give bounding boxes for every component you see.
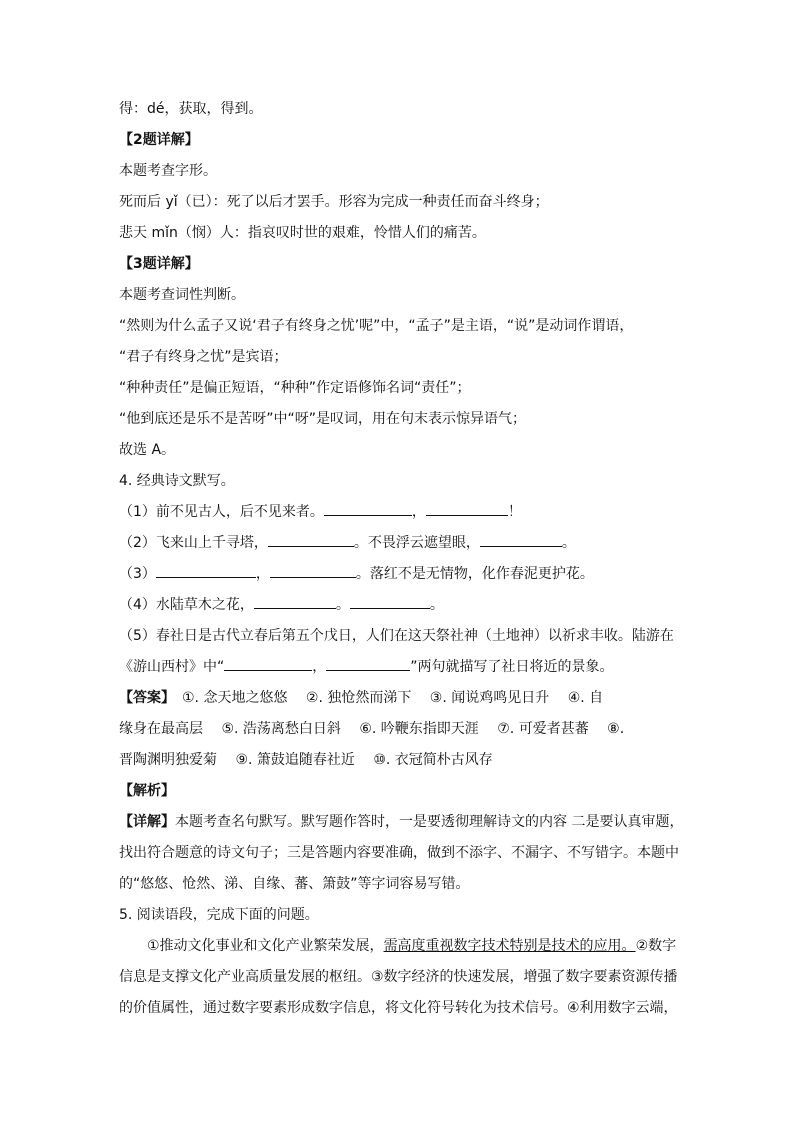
item-text: （4）水陆草木之花，	[119, 597, 254, 613]
question-item-5-cont	[119, 652, 677, 683]
item-text: ，	[312, 659, 327, 675]
text-line: “君子有终身之忧”是宾语；	[119, 349, 288, 365]
fill-blank[interactable]	[426, 499, 508, 516]
text-line: “然则为什么孟子又说‘君子有终身之忧’呢”中，“孟子”是主语，“说”是动词作谓语，	[119, 318, 634, 334]
fill-blank[interactable]	[480, 530, 562, 547]
item-text: 。不畏浮云遮望眼，	[353, 535, 480, 551]
item-text: （3）	[119, 566, 156, 582]
answer-line-3: 晋陶渊明独爱菊 ⑨. 箫鼓追随春社近 ⑩. 衣冠简朴古风存	[119, 752, 493, 768]
question-item-5: （5）春社日是古代立春后第五个戊日，人们在这天祭社神（土地神）以祈求丰收。陆游在	[119, 628, 674, 644]
analysis-line-1	[119, 807, 684, 838]
fill-blank[interactable]	[270, 561, 356, 578]
text-line: “他到底还是乐不是苦呀”中“呀”是叹词，用在句末表示惊异语气；	[119, 411, 527, 427]
fill-blank[interactable]	[326, 654, 410, 671]
fill-blank[interactable]	[324, 499, 412, 516]
fill-blank[interactable]	[156, 561, 256, 578]
question-item-2	[119, 528, 677, 559]
passage-line-1	[119, 931, 677, 962]
fill-blank[interactable]	[268, 530, 354, 547]
item-text: ，	[411, 504, 426, 520]
item-text: ”两句就描写了社日将近的景象。	[410, 659, 614, 675]
section-heading: 【3题详解】	[119, 256, 199, 272]
item-text: 。	[561, 535, 576, 551]
item-text: ，	[255, 566, 270, 582]
item-text: 。	[429, 597, 444, 613]
section-heading: 【2题详解】	[119, 132, 199, 148]
text-line: “种种责任”是偏正短语，“种种”作定语修饰名词“责任”；	[119, 380, 471, 396]
text-line: 故选 A。	[119, 442, 176, 458]
answer-text: ①. 念天地之悠悠 ②. 独怆然而涕下 ③. 闻说鸡鸣见日升 ④. 自	[182, 690, 604, 706]
passage-text: ②数字	[635, 938, 677, 954]
analysis-line-2: 找出符合题意的诗文句子；三是答题内容要准确，做到不添字、不漏字、不写错字。本题中	[119, 845, 679, 861]
analysis-label: 【解析】	[119, 783, 175, 799]
item-text: （1）前不见古人，后不见来者。	[119, 504, 324, 520]
text-line: 本题考查词性判断。	[119, 287, 245, 303]
item-text: （2）飞来山上千寻塔，	[119, 535, 268, 551]
passage-line-3: 的价值属性，通过数字要素形成数字信息，将文化符号转化为技术信号。④利用数字云端，	[119, 1000, 678, 1016]
analysis-text: 本题考查名句默写。默写题作答时，一是要透彻理解诗文的内容 二是要认真审题，	[175, 814, 684, 830]
item-text: 。	[335, 597, 350, 613]
fill-blank[interactable]	[254, 592, 336, 609]
passage-line-2: 信息是支撑文化产业高质量发展的枢纽。③数字经济的快速发展，增强了数字要素资源传播	[119, 969, 678, 985]
text-line: 得：dé，获取，得到。	[119, 101, 263, 117]
answer-line-1	[119, 683, 677, 714]
fill-blank[interactable]	[350, 592, 430, 609]
text-line: 本题考查字形。	[119, 163, 217, 179]
answer-label: 【答案】	[119, 690, 168, 706]
detail-label: 【详解】	[119, 814, 175, 830]
question-item-3	[119, 559, 677, 590]
fill-blank[interactable]	[224, 654, 312, 671]
text-line: 死而后 yǐ（已）：死了以后才罢手。形容为完成一种责任而奋斗终身；	[119, 194, 549, 210]
question-item-4	[119, 590, 677, 621]
question-title: 4. 经典诗文默写。	[119, 473, 235, 489]
item-text: 。落红不是无情物，化作春泥更护花。	[355, 566, 594, 582]
underlined-sentence: 需高度重视数字技术特别是技术的应用。	[383, 938, 636, 954]
passage-text: ①推动文化事业和文化产业繁荣发展，	[147, 938, 384, 954]
question-item-1	[119, 497, 677, 528]
analysis-line-3: 的“悠悠、怆然、涕、自缘、蕃、箫鼓”等字词容易写错。	[119, 876, 470, 892]
document-page	[119, 94, 684, 1024]
question-title: 5. 阅读语段，完成下面的问题。	[119, 907, 319, 923]
text-line: 悲天 mǐn（悯）人：指哀叹时世的艰难，怜惜人们的痛苦。	[119, 225, 486, 241]
item-text: ！	[507, 504, 522, 520]
item-text: 《游山西村》中“	[119, 659, 225, 675]
answer-line-2: 缘身在最高层 ⑤. 浩荡离愁白日斜 ⑥. 吟鞭东指即天涯 ⑦. 可爱者甚蕃 ⑧.	[119, 721, 625, 737]
